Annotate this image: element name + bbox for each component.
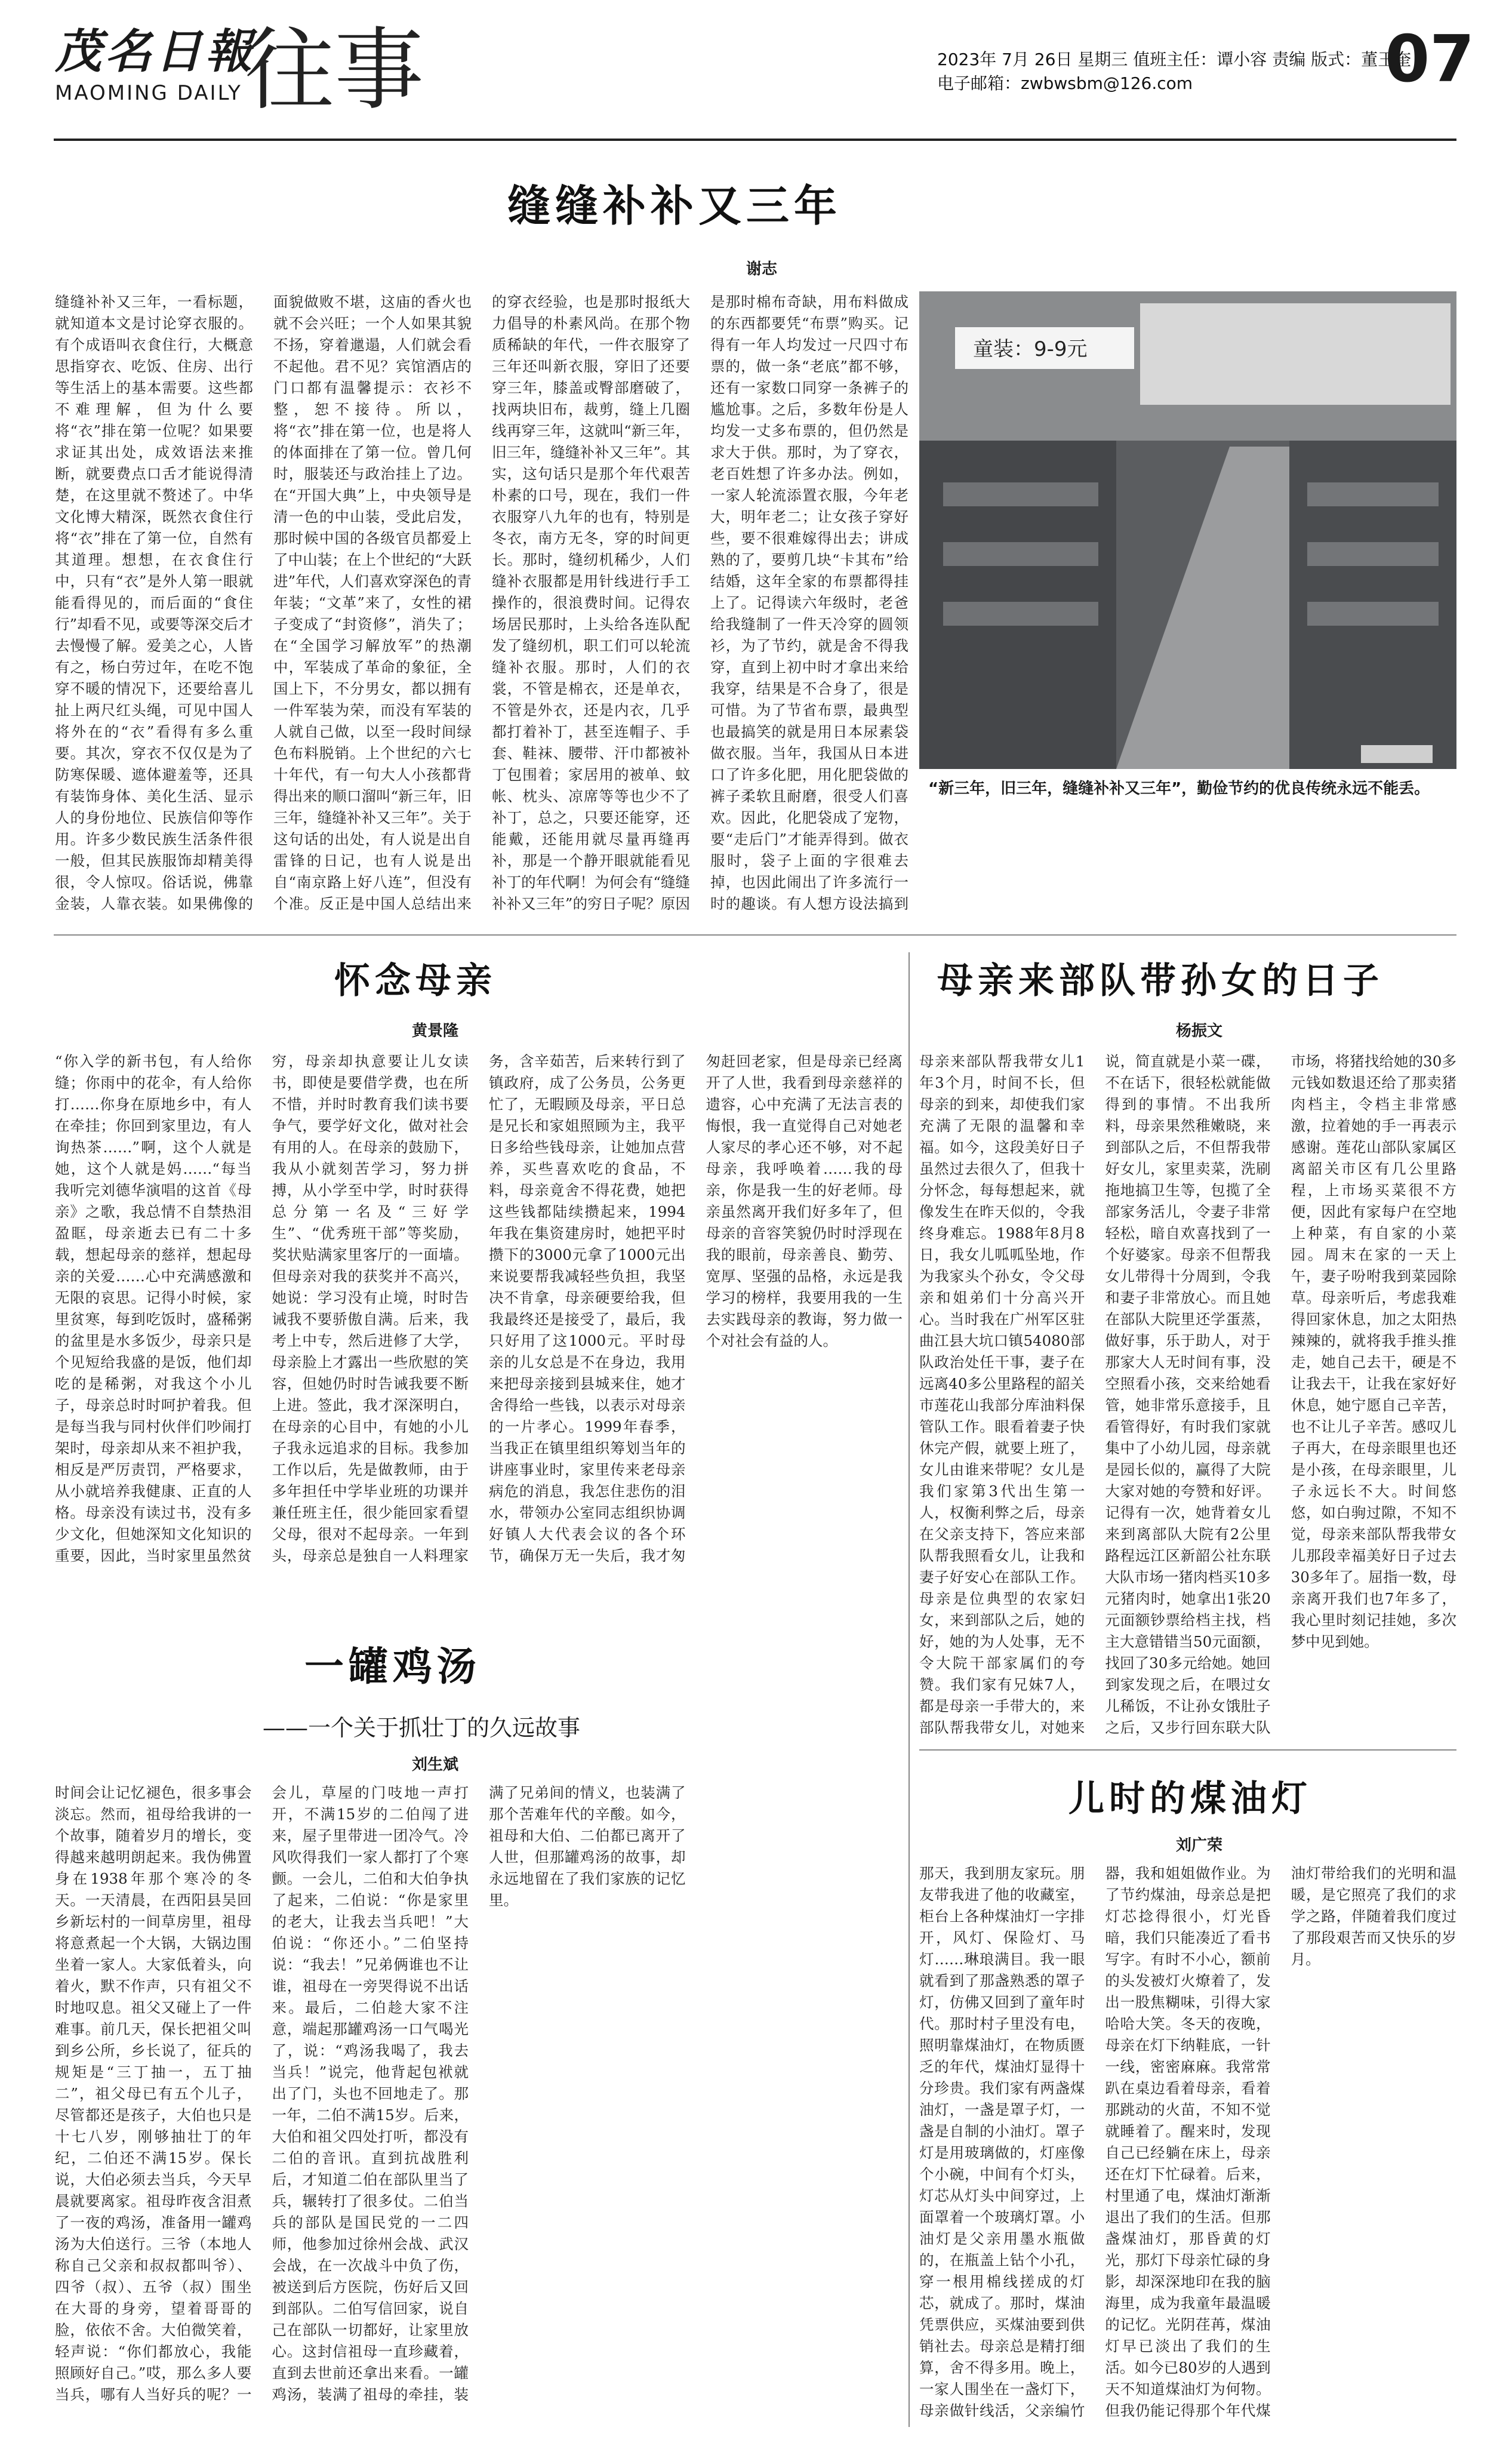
article-title: 怀念母亲 xyxy=(334,960,497,1002)
column-divider xyxy=(909,1782,910,2427)
article-byline: 杨振文 xyxy=(1176,1022,1223,1040)
section-divider xyxy=(54,934,1456,936)
photo-caption: “新三年，旧三年，缝缝补补又三年”，勤俭节约的优良传统永远不能丢。 xyxy=(928,780,1430,798)
article-title: 一罐鸡汤 xyxy=(304,1643,481,1690)
article-body: “你入学的新书包，有人给你缝；你雨中的花伞，有人给你打……你身在原地乡中，有人在牵挂；你回到家里边，有人询热茶……”啊，这个人就是她，这个人就是妈……“每当我听完刘德华演唱的这首《母亲》之歌，我总情不自禁热泪盈眶，母亲逝去已有二十多载，想起母亲的慈祥，想起母亲的关爱……心中充满感激和无限的哀思。记得小时候，家里贫寒，每到吃饭时，盛稀粥的盆里是水多饭少，母亲只是个见短给我盛的是饭，他们却吃的是稀粥，对我这个小儿子，母亲总时时呵护着我。但是每当我与同村伙伴们吵闹打架时，母亲却从来不袒护我，相反是严厉责罚，严格要求，从小就培养我健康、正直的人格。母亲没有读过书，没有多少文化，但她深知文化知识的重要，因此，当时家里虽然贫穷，母亲却执意要让儿女读书，即使是要借学费，也在所不惜，并时时教育我们读书要争气，要学好文化，做对社会有用的人。在母亲的鼓励下，我从小就刻苦学习，努力拼搏，从小学至中学，时时获得总分第一名及“三好学生”、“优秀班干部”等奖励，奖状贴满家里客厅的一面墙。但母亲对我的获奖并不高兴，她说：学习没有止境，时时告诫我不要骄傲自满。后来，我考上中专，然后进修了大学，母亲脸上才露出一些欣慰的笑容，但她仍时时告诫我要不断上进。签此，我才深深明白，在母亲的心目中，有她的小儿子我永远追求的目标。我参加工作以后，先是做教师，由于多年担任中学毕业班的功课并兼任班主任，很少能回家看望父母，很对不起母亲。一年到头，母亲总是独自一人料理家务，含辛茹苦，后来转行到了镇政府，成了公务员，公务更忙了，无暇顾及母亲，平日总是兄长和家姐照顾为主，我平日多给些钱母亲，让她加点营养，买些喜欢吃的食品，不料，母亲竟舍不得花费，她把这些钱都陆续攒起来，1994年我在集资建房时，她把平时攒下的3000元拿了1000元出来说要帮我减轻些负担，我坚决不肯拿，母亲硬要给我，但我最终还是接受了，最后，我只好用了这1000元。平时母亲的儿女总是不在身边，我用来把母亲接到县城来住，她才舍得给一些钱，以表示对母亲的一片孝心。1999年春季，当我正在镇里组织筹划当年的讲座事业时，家里传来老母亲病危的消息，我怎住悲伤的泪水，带领办公室同志组织协调好镇人大代表会议的各个环节，确保万无一失后，我才匆匆赶回老家，但是母亲已经离开了人世，我看到母亲慈祥的遗容，心中充满了无法言表的悔恨，我一直觉得自己对她老人家尽的孝心还不够，对不起母亲，我呼唤着……我的母亲，你是我一生的好老师。母亲虽然离开我们好多年了，但母亲的音容笑貌仍时时浮现在我的眼前，母亲善良、勤劳、宽厚、坚强的品格，永远是我学习的榜样，我要用我的一生去实践母亲的教诲，努力做一个对社会有益的人。 xyxy=(55,1053,903,1564)
clothing-store-photo xyxy=(919,291,1456,769)
email-line: 电子邮箱：zwbwsbm@126.com xyxy=(937,73,1193,93)
article-subtitle: ——一个关于抓壮丁的久远故事 xyxy=(263,1715,581,1741)
article-body: 母亲来部队帮我带女儿1年3个月，时间不长，但母亲的到来，却使我们家充满了无限的温馨和幸福。如今，这段美好日子虽然过去很久了，但我十分怀念，每每想起来，就像发生在昨天似的，令我终身难忘。1988年8月8日，我女儿呱呱坠地，作为我家头个孙女，令父母亲和姐弟们十分高兴开心。当时我在广州军区驻曲江县大坑口镇54080部队政治处任干事，妻子在远离40多公里路程的韶关市莲花山我部分库油料保管队工作。眼看着妻子快休完产假，就要上班了，女儿由谁来带呢？女儿是我们家第3代出生第一人，权衡利弊之后，母亲在父亲支持下，答应来部队帮我照看女儿，让我和妻子好安心在部队工作。母亲是位典型的农家妇女，来到部队之后，她的好，她的为人处事，无不令大院干部家属们的夸赞。我们家有兄妹7人，都是母亲一手带大的，来部队帮我带女儿，对她来说，简直就是小菜一碟，不在话下，很轻松就能做得到的事情。不出我所料，母亲果然稚嫩晓，来到部队之后，不但帮我带好女儿，家里卖菜，洗刷拖地搞卫生等，包揽了全部家务活儿，令妻子非常轻松，暗自欢喜找到了一个好婆家。母亲不但帮我女儿带得十分周到，令我和妻子非常放心。而且她在部队大院里还学蛋蒸，做好事，乐于助人，对于那家大人无时间有事，没空照看小孩，交来给她看管，她非常乐意接手，且看管得好，有时我们家就集中了小幼儿园，母亲就是园长似的，赢得了大院大家对她的夸赞和好评。记得有一次，她背着女儿来到离部队大院有2公里路程远江区新韶公社东联大队市场一猪肉档买10多元猪肉时，她拿出1张20元面额钞票给档主找，档主大意错错当50元面额，找回了30多元给她。她回到家发现之后，在喂过女儿稀饭，不让孙女饿肚子之后，又步行回东联大队市场，将猪找给她的30多元钱如数退还给了那卖猪肉档主，令档主非常感激，拉着她的手一再表示感谢。莲花山部队家属区离韶关市区有几公里路程，上市场买菜很不方便，因此有家每户在空地上种菜，有自家的小菜园。周末在家的一天上午，妻子吩咐我到菜园除草。母亲听后，考虑我难得回家休息，加之太阳热辣辣的，就将我手推头推走，她自己去干，硬是不让我去干，让我在家好好休息，她宁愿自己辛苦，也不让儿子辛苦。感叹儿子再大，在母亲眼里也还是小孩，在母亲眼里，儿子永远长不大。时间悠悠，如白驹过隙，不知不觉，母亲来部队帮我带女儿那段幸福美好日子过去30多年了。屈指一数，母亲离开我们也7年多了，我心里时刻记挂她，多次梦中见到她。 xyxy=(919,1053,1456,1736)
column-divider xyxy=(909,952,910,1782)
article-title: 缝缝补补又三年 xyxy=(507,180,842,231)
article-title: 母亲来部队带孙女的日子 xyxy=(937,960,1384,1002)
page-number: 07 xyxy=(1385,22,1475,97)
section-title: 往事 xyxy=(245,19,424,122)
date-line: 2023年 7月 26日 星期三 值班主任：谭小容 责编 版式：董玉奎 xyxy=(937,50,1412,69)
section-divider xyxy=(919,1749,1456,1751)
article-title: 儿时的煤油灯 xyxy=(1068,1778,1312,1820)
article-byline: 刘广荣 xyxy=(1176,1837,1223,1854)
article-body: 时间会让记忆褪色，很多事会淡忘。然而，祖母给我讲的一个故事，随着岁月的增长，变得越来越明朗起来。我伪佛置身在1938年那个寒冷的冬天。一天清晨，在西阳县吴回乡新坛村的一间草房里，祖母将意煮起一个大锅，大锅边围坐着一家人。大家低着头，向着火，默不作声，只有祖父不时地叹息。祖父又碰上了一件难事。前几天，保长把祖父叫到乡公所，乡长说了，征兵的规矩是“三丁抽一，五丁抽二”，祖父母已有五个儿子，尽管都还是孩子，大伯也只是十七八岁，刚够抽壮丁的年纪，二伯还不满15岁。保长说，大伯必须去当兵，今天早晨就要离家。祖母昨夜含泪煮了一夜的鸡汤，准备用一罐鸡汤为大伯送行。三爷（本地人称自己父亲和叔叔都叫爷）、四爷（叔）、五爷（叔）围坐在大哥的身旁，望着哥哥的脸，依依不舍。大伯微笑着，轻声说：“你们都放心，我能照顾好自己。”哎，那么多人要当兵，哪有人当好兵的呢？一会儿，草屋的门吱地一声打开，不满15岁的二伯闯了进来，屋子里带进一团冷气。冷风吹得我们一家人都打了个寒颤。一会儿，二伯和大伯争执了起来，二伯说：“你是家里的老大，让我去当兵吧！”大伯说：“你还小。”二伯坚持说：“我去！”兄弟俩谁也不让谁，祖母在一旁哭得说不出话来。最后，二伯趁大家不注意，端起那罐鸡汤一口气喝光了，说：“鸡汤我喝了，我去当兵！”说完，他背起包袱就出了门，头也不回地走了。那一年，二伯不满15岁。后来，大伯和祖父四处打听，都没有二伯的音讯。直到抗战胜利后，才知道二伯在部队里当了兵，辗转打了很多仗。二伯当兵的部队是国民党的一二四师，他参加过徐州会战、武汉会战，在一次战斗中负了伤，被送到后方医院，伤好后又回到部队。二伯写信回家，说自己在部队一切都好，让家里放心。这封信祖母一直珍藏着，直到去世前还拿出来看。一罐鸡汤，装满了祖母的牵挂，装满了兄弟间的情义，也装满了那个苦难年代的辛酸。如今，祖母和大伯、二伯都已离开了人世，但那罐鸡汤的故事，却永远地留在了我们家族的记忆里。 xyxy=(55,1784,686,2403)
article-byline: 黄景隆 xyxy=(412,1022,459,1040)
header-info xyxy=(937,48,1411,96)
store-sign: 童装：9-9元 xyxy=(973,337,1088,361)
article-byline: 谢志 xyxy=(746,260,778,278)
article-body: 那天，我到朋友家玩。朋友带我进了他的收藏室，柜台上各种煤油灯一字排开，风灯、保险灯、马灯……琳琅满目。我一眼就看到了那盏熟悉的罩子灯，仿佛又回到了童年时代。那时村子里没有电，照明靠煤油灯，在物质匮乏的年代，煤油灯显得十分珍贵。我们家有两盏煤油灯，一盏是罩子灯，一盏是自制的小油灯。罩子灯是用玻璃做的，灯座像个小碗，中间有个灯头，灯芯从灯头中间穿过，上面罩着一个玻璃灯罩。小油灯是父亲用墨水瓶做的，在瓶盖上钻个小孔，穿一根用棉线搓成的灯芯，就成了。那时，煤油凭票供应，买煤油要到供销社去。母亲总是精打细算，舍不得多用。晚上，一家人围坐在一盏灯下，母亲做针线活，父亲编竹器，我和姐姐做作业。为了节约煤油，母亲总是把灯芯捻得很小，灯光昏暗，我们只能凑近了看书写字。有时不小心，额前的头发被灯火燎着了，发出一股焦糊味，引得大家哈哈大笑。冬天的夜晚，母亲在灯下纳鞋底，一针一线，密密麻麻。我常常趴在桌边看着母亲，看着那跳动的火苗，不知不觉就睡着了。醒来时，发现自己已经躺在床上，母亲还在灯下忙碌着。后来，村里通了电，煤油灯渐渐退出了我们的生活。但那盏煤油灯，那昏黄的灯光，那灯下母亲忙碌的身影，却深深地印在我的脑海里，成为我童年最温暖的记忆。光阴荏苒，煤油灯早已淡出了我们的生活。如今已80岁的人遇到天不知道煤油灯为何物。但我仍能记得那个年代煤油灯带给我们的光明和温暖，是它照亮了我们的求学之路，伴随着我们度过了那段艰苦而又快乐的岁月。 xyxy=(919,1865,1456,2419)
article-body: 缝缝补补又三年，一看标题，就知道本文是讨论穿衣服的。有个成语叫衣食住行，大概意思指穿衣、吃饭、住房、出行等生活上的基本需要。这些都不难理解，但为什么要将“衣”排在第一位呢？如果要求证其出处，成效语法来推断，就要费点口舌才能说得清楚，在这里就不赘述了。中华文化博大精深，既然衣食住行将“衣”排在了第一位，自然有其道理。想想，在衣食住行中，只有“衣”是外人第一眼就能看得见的，而后面的“食住行”却看不见，或要等深交后才去慢慢了解。爱美之心，人皆有之，杨白劳过年，在吃不饱穿不暖的情况下，还要给喜儿扯上两尺红头绳，可见中国人将外在的“衣”看得有多么重要。其次，穿衣不仅仅是为了防寒保暖、遮体避羞等，还具有装饰身体、美化生活、显示人的身份地位、民族信仰等作用。许多少数民族生活条件很一般，但其民族服饰却精美得很，令人惊叹。俗话说，佛靠金装，人靠衣装。如果佛像的面貌做败不堪，这庙的香火也就不会兴旺；一个人如果其貌不扬，穿着邋遢，人们就会看不起他。君不见？宾馆酒店的门口都有温馨提示：衣衫不整，恕不接待。所以，将“衣”排在第一位，也是将人的体面排在了第一位。曾几何时，服装还与政治挂上了边。在“开国大典”上，中央领导是清一色的中山装，受此启发，那时候中国的各级官员都爱上了中山装；在上个世纪的“大跃进”年代，人们喜欢穿深色的青年装；“文革”来了，女性的裙子变成了“封资修”，消失了；在“全国学习解放军”的热潮中，军装成了革命的象征，全国上下，不分男女，都以拥有一件军装为荣，而没有军装的人就自己做，以至一段时间绿色布料脱销。上个世纪的六七十年代，有一句大人小孩都背得出来的顺口溜叫“新三年，旧三年，缝缝补补又三年”。关于这句话的出处，有人说是出自雷锋的日记，也有人说是出自“南京路上好八连”，但没有个准。反正是中国人总结出来的穿衣经验，也是那时报纸大力倡导的朴素风尚。在那个物质稀缺的年代，一件衣服穿了三年还叫新衣服，穿旧了还要穿三年，膝盖或臀部磨破了，找两块旧布，裁剪，缝上几圈线再穿三年，这就叫“新三年，旧三年，缝缝补补又三年”。其实，这句话只是那个年代艰苦朴素的口号，现在，我们一件衣服穿八九年的也有，特别是冬衣，南方无冬，穿的时间更长。那时，缝纫机稀少，人们缝补衣服都是用针线进行手工操作的，很浪费时间。记得农场居民那时，上头给各连队配发了缝纫机，职工们可以轮流缝补衣服。那时，人们的衣裳，不管是棉衣，还是单衣，不管是外衣，还是内衣，几乎都打着补丁，甚至连帽子、手套、鞋袜、腰带、汗巾都被补丁包围着；家居用的被单、蚊帐、枕头、凉席等等也少不了补丁，总之，只要还能穿，还能戴，还能用就尽量再缝再补，那是一个静开眼就能看见补丁的年代啊！为何会有“缝缝补补又三年”的穷日子呢？原因是那时棉布奇缺，用布料做成的东西都要凭“布票”购买。记得有一年人均发过一尺四寸布票的，做一条“老底”都不够，还有一家数口同穿一条裤子的尴尬事。之后，多数年份是人均发一丈多布票的，但仍然是求大于供。那时，为了穿衣，老百姓想了许多办法。例如，一家人轮流添置衣服，今年老大，明年老二；让女孩子穿好些，要不很难嫁得出去；讲成熟的了，要剪几块“卡其布”给结婚，这年全家的布票都得挂上了。记得读六年级时，老爸给我缝制了一件天冷穿的圆领衫，为了节约，就是舍不得我穿，直到上初中时才拿出来给我穿，结果是不合身了，很是可惜。为了节省布票，最典型也最搞笑的就是用日本尿素袋做衣服。当年，我国从日本进口了许多化肥，用化肥袋做的裤子柔软且耐磨，很受人们喜欢。因此，化肥袋成了宠物，要“走后门”才能弄得到。做衣服时，袋子上面的字很难去掉，也因此闹出了许多流行一时的趣谈。有人想方设法搞到 xyxy=(55,293,909,912)
article-byline: 刘生斌 xyxy=(412,1756,459,1774)
article-photo xyxy=(919,291,1456,769)
logo-english: MAOMING DAILY xyxy=(55,81,242,105)
logo-title: 茂名日報 xyxy=(55,24,256,79)
header-rule xyxy=(54,139,1456,141)
